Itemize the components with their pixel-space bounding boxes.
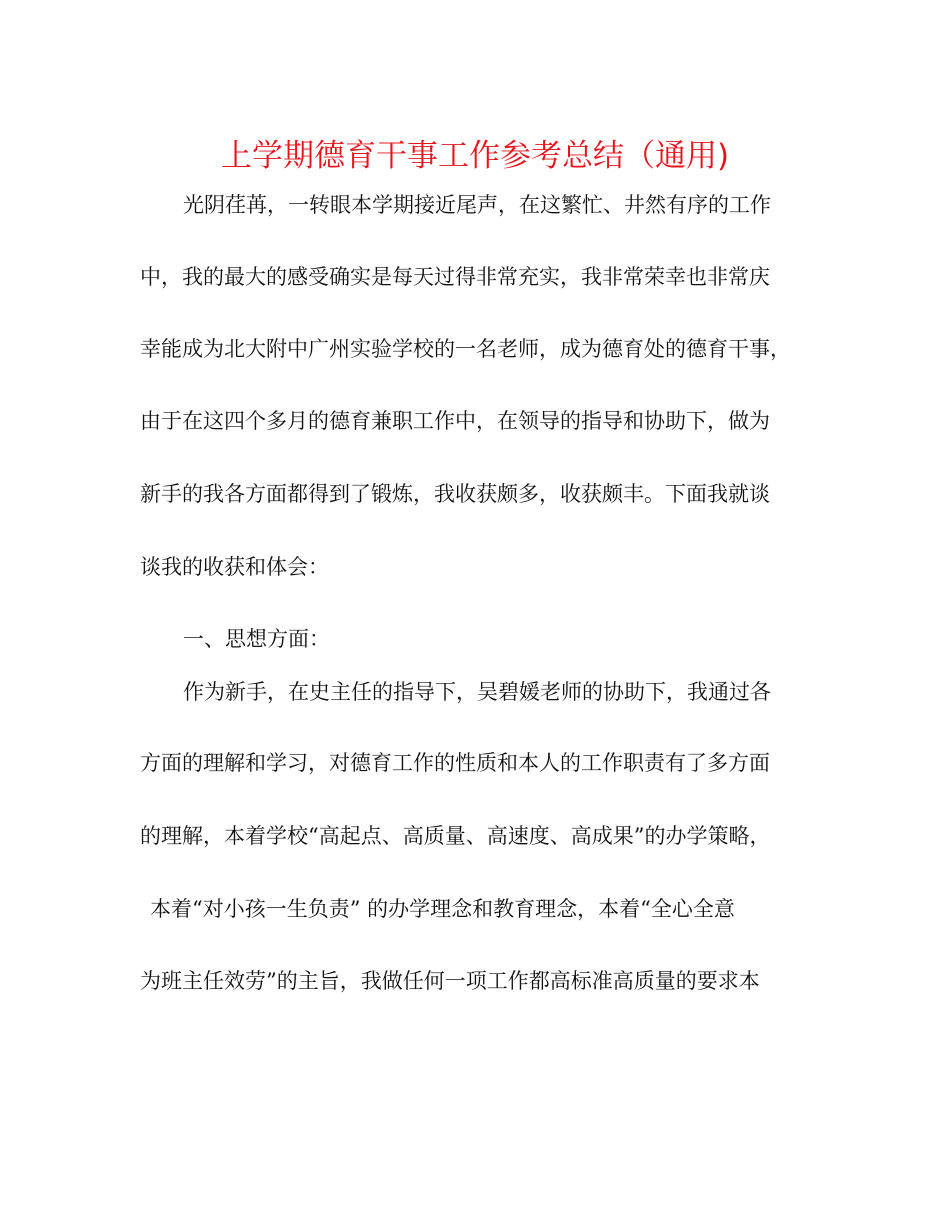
body-line: 新手的我各方面都得到了锻炼，我收获颇多，收获颇丰。下面我就谈 <box>140 482 770 506</box>
body-line: 方面的理解和学习，对德育工作的性质和本人的工作职责有了多方面 <box>140 751 770 775</box>
body-line: 谈我的收获和体会： <box>140 555 329 579</box>
body-line: 幸能成为北大附中广州实验学校的一名老师，成为德育处的德育干事， <box>140 337 791 361</box>
body-line: 作为新手，在史主任的指导下，吴碧媛老师的协助下，我通过各 <box>183 680 771 704</box>
body-line: 本着“对小孩一生负责” 的办学理念和教育理念，本着“全心全意 <box>150 897 735 921</box>
section-heading: 一、思想方面： <box>183 627 330 651</box>
body-line: 为班主任效劳”的主旨，我做任何一项工作都高标准高质量的要求本 <box>140 969 760 993</box>
body-line: 的理解，本着学校“高起点、高质量、高速度、高成果”的办学策略， <box>140 824 771 848</box>
body-line: 光阴荏苒，一转眼本学期接近尾声，在这繁忙、井然有序的工作 <box>183 193 771 217</box>
body-line: 中，我的最大的感受确实是每天过得非常充实，我非常荣幸也非常庆 <box>140 265 770 289</box>
document-title: 上学期德育干事工作参考总结（通用) <box>220 138 730 174</box>
body-line: 由于在这四个多月的德育兼职工作中，在领导的指导和协助下，做为 <box>140 409 770 433</box>
